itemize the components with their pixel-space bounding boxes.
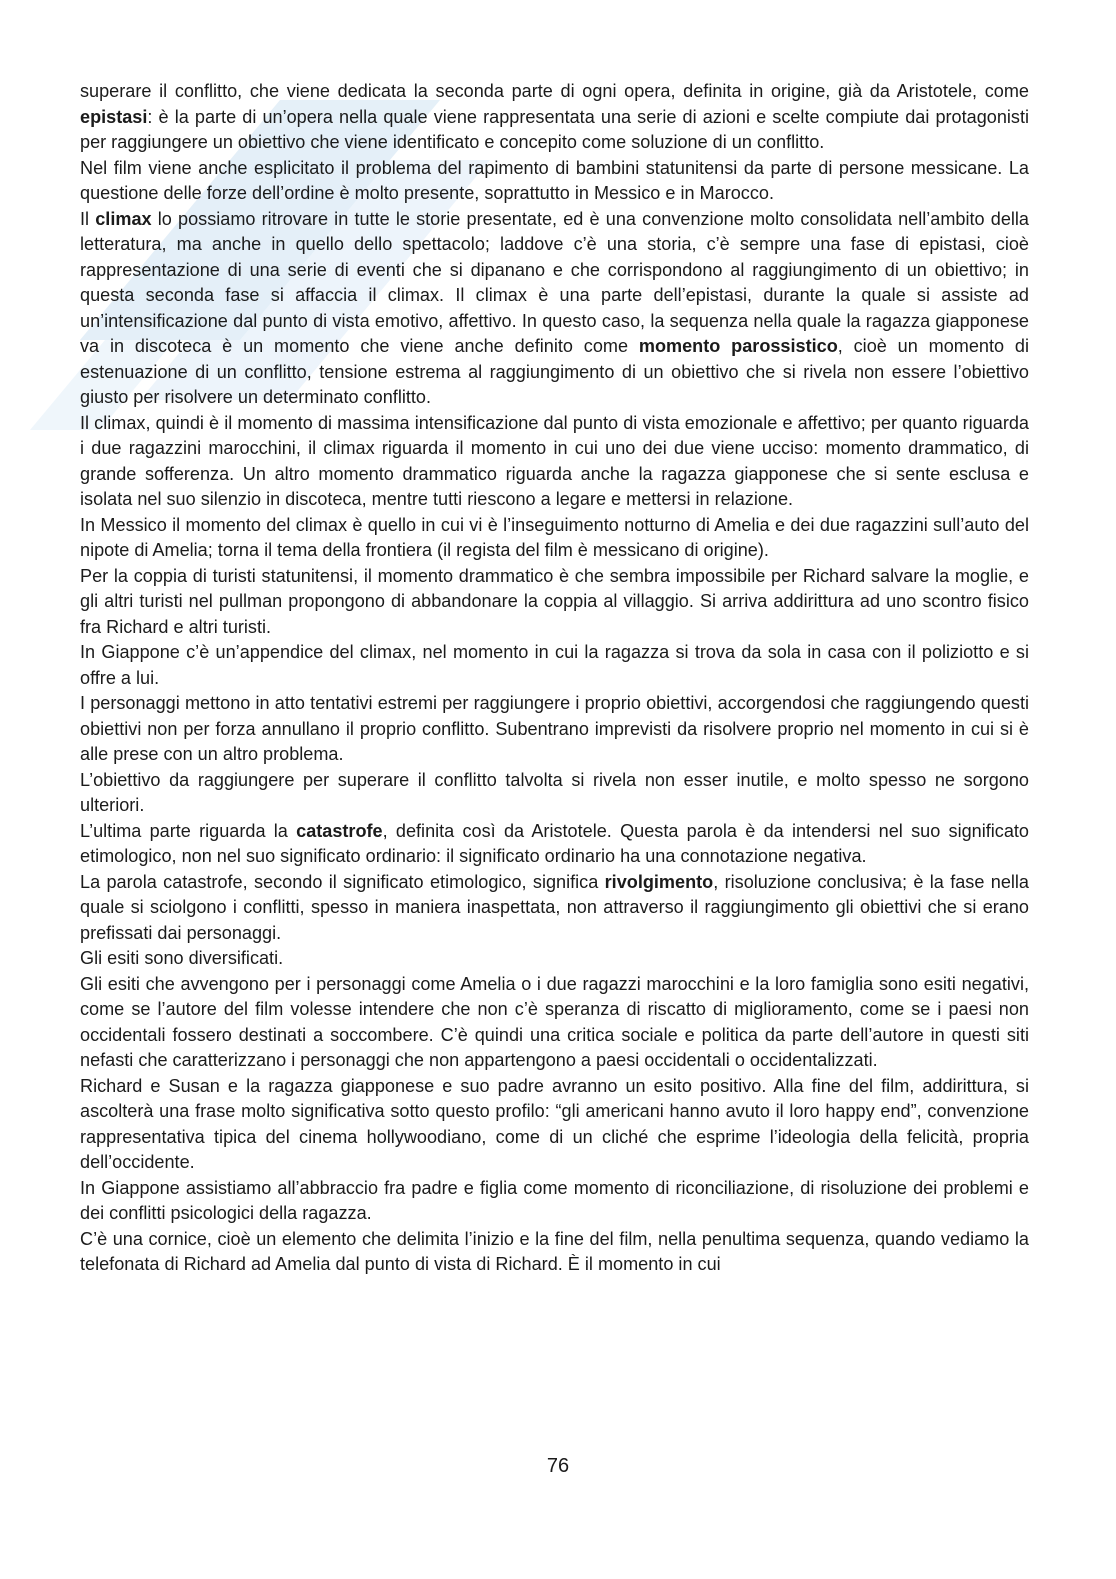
- bold-term: rivolgimento: [604, 871, 714, 892]
- paragraph: [80, 1074, 1029, 1176]
- paragraph: [80, 640, 1029, 691]
- text-run: C’è una cornice, cioè un elemento che delimita l’inizio e la fine del film, nella penultima sequenza, quando vediamo la telefonata di Richard ad Amelia dal punto di vista di Richard. È il momento in cui: [80, 1228, 1029, 1274]
- text-run: superare il conflitto, che viene dedicata la seconda parte di ogni opera, definita in origine, già da Aristotele, come: [80, 81, 1029, 101]
- text-run: Nel film viene anche esplicitato il problema del rapimento di bambini statunitensi da parte di persone messicane. La questione delle forze dell’ordine è molto presente, soprattutto in Messico e in Marocco.: [80, 157, 1029, 203]
- text-run: , risoluzione conclusiva; è la fase nella quale si sciolgono i conflitti, spesso in maniera inaspettata, non attraverso il raggiungimento gli obiettivi che si erano prefissati dai personaggi.: [80, 871, 1029, 943]
- text-run: I personaggi mettono in atto tentativi estremi per raggiungere i proprio obiettivi, accorgendosi che raggiungendo questi obiettivi non per forza annullano il proprio conflitto. Subentrano imprevisti da risolvere proprio nel momento in cui si è alle prese con un altro problema.: [80, 693, 1029, 764]
- paragraph: [80, 768, 1029, 819]
- page-number: 76: [546, 1455, 570, 1477]
- bold-term: catastrofe: [296, 820, 383, 841]
- paragraph: [80, 79, 1029, 156]
- text-run: , definita così da Aristotele. Questa parola è da intendersi nel suo significato etimologico, non nel suo significato ordinario: il significato ordinario ha una connotazione negativa.: [80, 820, 1029, 866]
- text-run: In Messico il momento del climax è quello in cui vi è l’inseguimento notturno di Amelia e dei due ragazzini sull’auto del nipote di Amelia; torna il tema della frontiera (il regista del film è messicano di origine).: [80, 514, 1029, 560]
- text-run: In Giappone assistiamo all’abbraccio fra padre e figlia come momento di riconciliazione, di risoluzione dei problemi e dei conflitti psicologici della ragazza.: [80, 1177, 1029, 1223]
- paragraph: [80, 946, 1029, 972]
- paragraph: [80, 1227, 1029, 1278]
- text-run: In Giappone c’è un’appendice del climax, nel momento in cui la ragazza si trova da sola in casa con il poliziotto e si offre a lui.: [80, 642, 1029, 688]
- text-run: Gli esiti che avvengono per i personaggi come Amelia o i due ragazzi marocchini e la loro famiglia sono esiti negativi, come se l’autore del film volesse intendere che non c’è speranza di riscatto di miglioramento, come se i paesi non occidentali fossero destinati a soccombere. C’è quindi una critica sociale e politica da parte dell’autore in questi siti nefasti che caratterizzano i personaggi che non appartengono a paesi occidentali o occidentalizzati.: [80, 973, 1029, 1070]
- paragraph: [80, 1176, 1029, 1227]
- text-run: , cioè un momento di estenuazione di un conflitto, tensione estrema al raggiungimento di un obiettivo che si rivela non essere l’obiettivo giusto per risolvere un determinato conflitto.: [80, 336, 1030, 407]
- text-run: : è la parte di un’opera nella quale viene rappresentata una serie di azioni e scelte compiute dai protagonisti per raggiungere un obiettivo che viene identificato e concepito come soluzione di un conflitto.: [80, 106, 1029, 152]
- document-body: [80, 79, 1029, 1278]
- paragraph: [80, 972, 1029, 1074]
- paragraph: [80, 564, 1029, 641]
- bold-term: climax: [95, 208, 152, 229]
- text-run: Il climax, quindi è il momento di massima intensificazione dal punto di vista emozionale e affettivo; per quanto riguarda i due ragazzini marocchini, il climax riguarda il momento in cui uno dei due viene ucciso: momento drammatico, di grande sofferenza. Un altro momento drammatico riguarda anche la ragazza giapponese che si sente esclusa e isolata nel suo silenzio in discoteca, mentre tutti riescono a legare e mettersi in relazione.: [80, 412, 1029, 509]
- text-run: La parola catastrofe, secondo il significato etimologico, significa: [80, 871, 605, 892]
- paragraph: [80, 691, 1029, 768]
- text-run: L’obiettivo da raggiungere per superare il conflitto talvolta si rivela non esser inutile, e molto spesso ne sorgono ulteriori.: [80, 769, 1029, 815]
- paragraph: [80, 819, 1029, 870]
- paragraph: [80, 156, 1029, 207]
- bold-term: momento parossistico: [638, 336, 838, 356]
- text-run: Il: [80, 208, 96, 229]
- text-run: L’ultima parte riguarda la: [80, 820, 297, 841]
- paragraph: [80, 513, 1029, 564]
- paragraph: [80, 207, 1029, 411]
- text-run: Gli esiti sono diversificati.: [80, 948, 284, 968]
- text-run: Per la coppia di turisti statunitensi, il momento drammatico è che sembra impossibile per Richard salvare la moglie, e gli altri turisti nel pullman propongono di abbandonare la coppia al villaggio. Si arriva addirittura ad uno scontro fisico fra Richard e altri turisti.: [80, 565, 1029, 637]
- bold-term: epistasi: [80, 106, 148, 127]
- paragraph: [80, 870, 1029, 947]
- text-run: Richard e Susan e la ragazza giapponese e suo padre avranno un esito positivo. Alla fine del film, addirittura, si ascolterà una frase molto significativa sotto questo profilo: “gli americani hanno avuto il loro happy end”, convenzione rappresentativa tipica del cinema hollywoodiano, come di un cliché che esprime l’ideologia della felicità, propria dell’occidente.: [80, 1075, 1029, 1172]
- paragraph: [80, 411, 1029, 513]
- text-run: lo possiamo ritrovare in tutte le storie presentate, ed è una convenzione molto consolidata nell’ambito della letteratura, ma anche in quello dello spettacolo; laddove c’è una storia, c’è sempre una fase di epistasi, cioè rappresentazione di una serie di eventi che si dipanano e che corrispondono al raggiungimento di un obiettivo; in questa seconda fase si affaccia il climax. Il climax è una parte dell’epistasi, durante la quale si assiste ad un’intensificazione dal punto di vista emotivo, affettivo. In questo caso, la sequenza nella quale la ragazza giapponese va in discoteca è un momento che viene anche definito come: [80, 208, 1029, 356]
